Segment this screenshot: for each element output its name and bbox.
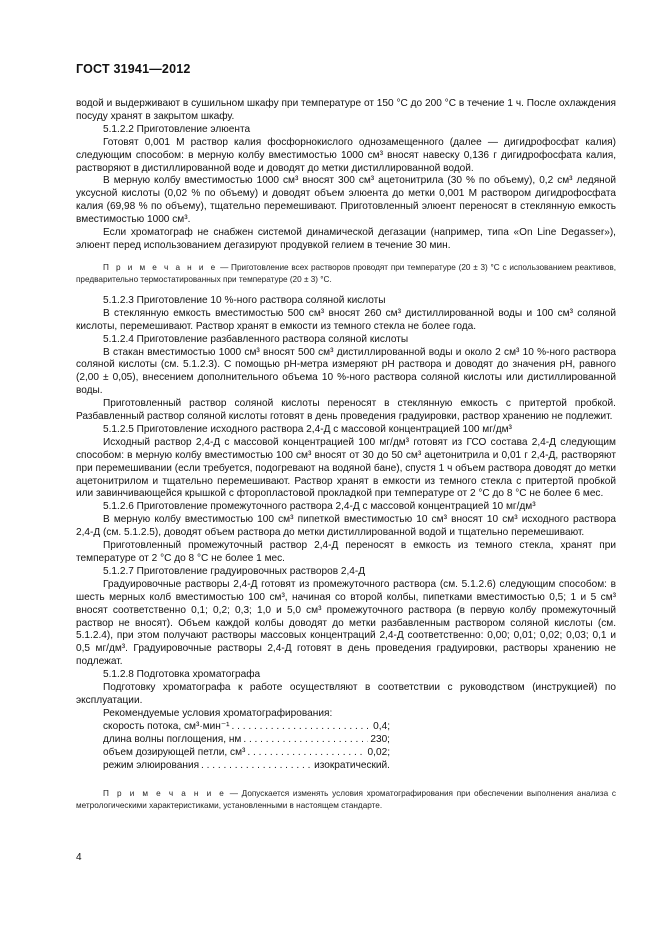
paragraph: Если хроматограф не снабжен системой динамической дегазации (например, типа «On Line Degasser»), элюент перед использованием дегазируют продувкой гелием в течение 30 мин.	[76, 227, 616, 251]
document-page	[76, 62, 616, 821]
condition-key: объем дозирующей петли, см³	[103, 746, 246, 758]
section-heading: 5.1.2.5 Приготовление исходного раствора 2,4-Д с массовой концентрацией 100 мг/дм³	[103, 423, 512, 435]
document-header: ГОСТ 31941—2012	[76, 62, 191, 76]
paragraph: В стеклянную емкость вместимостью 500 см³ вносят 260 см³ дистиллированной воды и 100 см³ соляной кислоты, перемешивают. Раствор хранят в емкости из темного стекла не более года.	[76, 307, 616, 332]
section-heading: 5.1.2.7 Приготовление градуировочных растворов 2,4-Д	[103, 565, 366, 577]
condition-key: режим элюирования	[103, 759, 200, 771]
paragraph: водой и выдерживают в сушильном шкафу при температуре от 150 °С до 200 °С в течение 1 ч. После охлаждения посуду хранят в закрытом шкафу.	[76, 98, 616, 122]
paragraph: Приготовленный промежуточный раствор 2,4-Д переносят в емкость из темного стекла, хранят при температуре от 2 °С до 8 °С не более 1 мес.	[76, 540, 616, 564]
note	[76, 788, 616, 812]
note-text: — Допускается изменять условия хроматографирования при обеспечении выполнения анализа с метрологическими характеристиками, установленными в настоящем стандарте.	[76, 789, 616, 811]
conditions-list	[103, 721, 616, 773]
condition-key: длина волны поглощения, нм	[103, 733, 242, 745]
page-number: 4	[76, 852, 82, 863]
condition-key: скорость потока, см³·мин⁻¹	[103, 720, 230, 732]
section-heading: 5.1.2.6 Приготовление промежуточного раствора 2,4-Д с массовой концентрацией 10 мг/дм³	[103, 501, 536, 513]
paragraph: Подготовку хроматографа к работе осуществляют в соответствии с руководством (инструкцией) по эксплуатации.	[76, 682, 616, 706]
note-label: П р и м е ч а н и е	[103, 789, 227, 799]
paragraph: Градуировочные растворы 2,4-Д готовят из промежуточного раствора (см. 5.1.2.6) следующим способом: в шесть мерных колб вместимостью 100 см³, начиная со второй колбы, пипетками вместимостью 0,5; 1 и 5 см³ вносят соответственно 0,1; 0,2; 0,3; 1,0 и 5,0 см³ промежуточного раствора (в первую колбу промежуточный раствор не вносят). Объем каждой колбы доводят до метки разбавленным раствором соляной кислоты (см. 5.1.2.4), при этом получают растворы массовых концентраций 2,4-Д соответственно: 0,00; 0,01; 0,02; 0,03; 0,1 и 0,5 мг/дм³. Градуировочные растворы 2,4-Д готовят в день проведения градуировки, растворы хранению не подлежат.	[76, 578, 616, 668]
paragraph: В стакан вместимостью 1000 см³ вносят 500 см³ дистиллированной воды и около 2 см³ 10 %-ного раствора соляной кислоты (см. 5.1.2.3). С помощью рН-метра измеряют рН раствора и доводят до значения рН, равного (2,00 ± 0,05), внесением дополнительного объема 10 %-ного раствора соляной кислоты или дистиллированной воды.	[76, 346, 616, 397]
condition-row	[103, 747, 390, 760]
condition-row	[103, 734, 390, 747]
document-body	[76, 98, 616, 812]
section-heading: 5.1.2.2 Приготовление элюента	[103, 123, 251, 135]
paragraph: В мерную колбу вместимостью 1000 см³ вносят 300 см³ ацетонитрила (30 % по объему), 0,2 см³ ледяной уксусной кислоты (0,02 % по объему) и доводят объем элюента до метки 0,001 М раствором дигидрофосфата калия (69,98 % по объему), тщательно перемешивают. Приготовленный элюент переносят в стеклянную емкость вместимостью 1000 см³.	[76, 175, 616, 226]
paragraph: Рекомендуемые условия хроматографирования:	[103, 707, 333, 719]
condition-value: изократический.	[314, 759, 390, 771]
condition-value: 0,02;	[367, 746, 390, 758]
note-label: П р и м е ч а н и е	[103, 262, 218, 272]
paragraph: Готовят 0,001 М раствор калия фосфорнокислого однозамещенного (далее — дигидрофосфат калия) следующим способом: в мерную колбу вместимостью 1000 см³ вносят навеску 0,136 г дигидрофосфата калия, растворяют в дистиллированной воде и доводят до метки дистиллированной водой.	[76, 136, 616, 174]
condition-value: 230;	[370, 733, 390, 745]
paragraph: В мерную колбу вместимостью 100 см³ пипеткой вместимостью 10 см³ вносят 10 см³ исходного раствора 2,4-Д (см. 5.1.2.5), доводят объем раствора до метки дистиллированной водой и тщательно перемешивают.	[76, 514, 616, 539]
note	[76, 262, 616, 286]
condition-value: 0,4;	[373, 720, 390, 732]
condition-row	[103, 721, 390, 734]
paragraph: Исходный раствор 2,4-Д с массовой концентрацией 100 мг/дм³ готовят из ГСО состава 2,4-Д следующим способом: в мерную колбу вместимостью 100 см³ вносят от 30 до 50 см³ ацетонитрила и 0,01 г 2,4-Д, растворяют при перемешивании (если требуется, подогревают на водяной бане), спустя 1 ч объем раствора доводят до метки ацетонитрилом и тщательно перемешивают. Раствор хранят в емкости из темного стекла с притертой пробкой или завинчивающейся крышкой с фторопластовой прокладкой при температуре от 2 °С до 8 °С не более 6 мес.	[76, 436, 616, 500]
section-heading: 5.1.2.4 Приготовление разбавленного раствора соляной кислоты	[103, 333, 409, 345]
note-text: — Приготовление всех растворов проводят при температуре (20 ± 3) °С с использованием реактивов, предварительно термостатированных при температуре (20 ± 3) °С.	[76, 262, 616, 284]
section-heading: 5.1.2.8 Подготовка хроматографа	[103, 669, 261, 681]
condition-row	[103, 760, 390, 773]
paragraph: Приготовленный раствор соляной кислоты переносят в стеклянную емкость с притертой пробкой. Разбавленный раствор соляной кислоты готовят в день проведения градуировки, раствор хранению не подлежит.	[76, 398, 616, 423]
section-heading: 5.1.2.3 Приготовление 10 %-ного раствора соляной кислоты	[103, 294, 386, 306]
